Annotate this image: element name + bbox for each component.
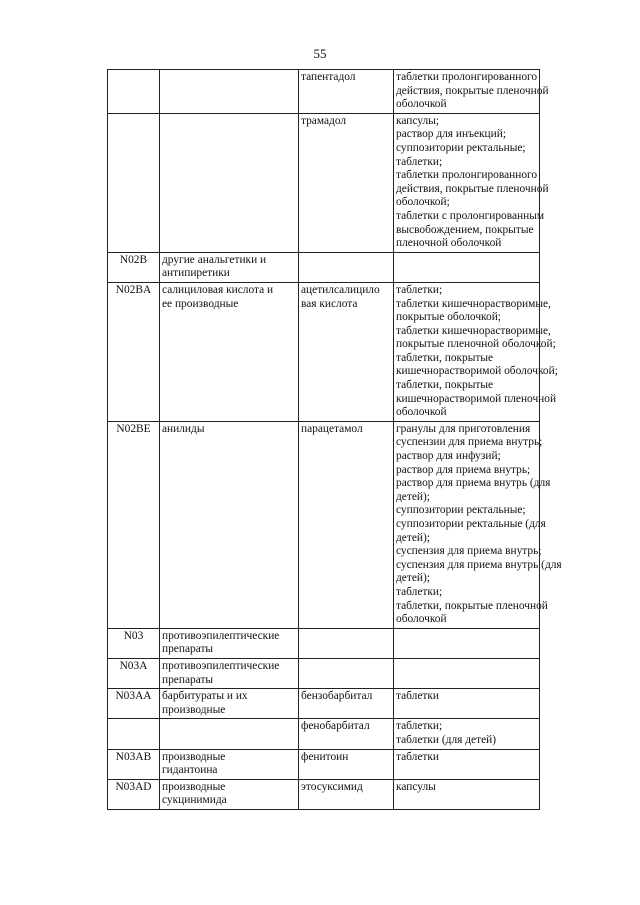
cell-text-line: таблетки; [396, 155, 443, 168]
cell-text-line: сукцинимида [162, 794, 227, 807]
cell-text-line: покрытые пленочной оболочкой; [396, 338, 556, 351]
cell-text-line: высвобождением, покрытые [396, 223, 534, 236]
group-name-cell [160, 779, 299, 809]
cell-text-line: противоэпилептические [162, 629, 280, 642]
drug-name-cell [299, 779, 394, 809]
cell-text-line: суппозитории ректальные; [396, 141, 526, 154]
cell-text-line: детей); [396, 531, 430, 544]
cell-text-line: оболочкой [396, 613, 447, 626]
dosage-forms-cell [394, 628, 540, 658]
table-row [108, 779, 540, 809]
cell-text-line: кишечнорастворимой пленочной [396, 392, 557, 405]
dosage-forms-cell [394, 70, 549, 114]
drug-name-cell [299, 658, 394, 688]
cell-text-line: салициловая кислота и [162, 283, 274, 296]
cell-text-line: тапентадол [301, 71, 356, 83]
table-row [108, 252, 540, 282]
group-name-cell [160, 282, 299, 421]
group-name-cell [160, 749, 299, 779]
group-name-cell [160, 628, 299, 658]
cell-text-line: таблетки; [396, 720, 443, 733]
group-name-cell [160, 719, 299, 749]
atc-code-cell: N02BE [108, 421, 160, 628]
cell-text-line: препараты [162, 673, 214, 686]
atc-code-cell [108, 70, 160, 114]
page-number: 55 [313, 46, 327, 61]
cell-text-line: оболочкой [396, 98, 447, 111]
table-row [108, 421, 540, 628]
cell-text-line: гидантоина [162, 764, 218, 777]
drug-name-cell [299, 628, 394, 658]
cell-text-line: таблетки кишечнорастворимые, [396, 324, 551, 337]
cell-text-line: капсулы [396, 780, 436, 793]
group-name-cell [160, 252, 299, 282]
cell-text-line: таблетки с пролонгированным [396, 209, 545, 222]
table-row [108, 113, 540, 252]
cell-text-line: таблетки; [396, 283, 443, 296]
cell-text-line: препараты [162, 643, 214, 656]
cell-text-line: таблетки (для детей) [396, 733, 497, 746]
atc-code-cell: N03 [108, 628, 160, 658]
cell-text-line: таблетки пролонгированного [396, 71, 538, 83]
cell-text-line: ацетилсалицило [301, 283, 380, 296]
cell-text-line: бензобарбитал [301, 690, 373, 703]
atc-code-cell [108, 719, 160, 749]
table-row [108, 70, 540, 114]
table-row [108, 628, 540, 658]
cell-text-line: покрытые оболочкой; [396, 311, 501, 324]
atc-code-cell: N02B [108, 252, 160, 282]
cell-text-line: пленочной оболочкой [396, 237, 502, 250]
cell-text-line: раствор для приема внутрь (для [396, 477, 551, 490]
dosage-forms-cell [394, 719, 540, 749]
table-row [108, 658, 540, 688]
drug-name-cell [299, 252, 394, 282]
atc-code-cell [108, 113, 160, 252]
cell-text-line: суппозитории ректальные; [396, 504, 526, 517]
cell-text-line: другие анальгетики и [162, 253, 267, 266]
drug-name-cell [299, 282, 394, 421]
cell-text-line: капсулы; [396, 114, 439, 127]
dosage-forms-cell [394, 779, 540, 809]
cell-text-line: барбитураты и их [162, 690, 248, 703]
cell-text-line: анилиды [162, 422, 205, 435]
dosage-forms-cell [394, 658, 540, 688]
cell-text-line: кишечнорастворимой оболочкой; [396, 365, 558, 378]
dosage-forms-cell [394, 252, 540, 282]
group-name-cell [160, 658, 299, 688]
cell-text-line: антипиретики [162, 267, 230, 280]
drug-name-cell [299, 421, 394, 628]
cell-text-line: таблетки, покрытые пленочной [396, 599, 548, 612]
cell-text-line: таблетки, покрытые [396, 379, 494, 392]
cell-text-line: таблетки кишечнорастворимые, [396, 297, 551, 310]
cell-text-line: действия, покрытые пленочной [396, 182, 549, 195]
drug-name-cell [299, 719, 394, 749]
drug-name-cell [299, 689, 394, 719]
cell-text-line: производные [162, 780, 226, 793]
atc-code-cell: N02BA [108, 282, 160, 421]
cell-text-line: таблетки [396, 690, 440, 703]
table-row [108, 689, 540, 719]
cell-text-line: суспензия для приема внутрь; [396, 545, 542, 558]
group-name-cell [160, 70, 299, 114]
dosage-forms-cell [394, 282, 558, 421]
table-body [108, 70, 562, 810]
cell-text-line: ее производные [162, 297, 239, 310]
cell-text-line: трамадол [301, 114, 347, 127]
cell-text-line: детей); [396, 572, 430, 585]
table-row [108, 749, 540, 779]
cell-text-line: противоэпилептические [162, 659, 280, 672]
cell-text-line: этосуксимид [301, 780, 363, 793]
cell-text-line: парацетамол [301, 422, 363, 435]
cell-text-line: раствор для инъекций; [396, 128, 507, 141]
dosage-forms-cell [394, 749, 540, 779]
group-name-cell [160, 113, 299, 252]
cell-text-line: суспензия для приема внутрь (для [396, 558, 562, 571]
cell-text-line: раствор для приема внутрь; [396, 463, 531, 476]
cell-text-line: вая кислота [301, 297, 358, 310]
drug-name-cell [299, 70, 394, 114]
drug-name-cell [299, 113, 394, 252]
cell-text-line: гранулы для приготовления [396, 422, 531, 435]
cell-text-line: таблетки [396, 750, 440, 763]
cell-text-line: действия, покрытые пленочной [396, 84, 549, 97]
dosage-forms-cell [394, 113, 549, 252]
group-name-cell [160, 421, 299, 628]
cell-text-line: суппозитории ректальные (для [396, 518, 546, 530]
group-name-cell [160, 689, 299, 719]
cell-text-line: таблетки, покрытые [396, 351, 494, 364]
cell-text-line: оболочкой; [396, 196, 450, 209]
cell-text-line: оболочкой [396, 406, 447, 419]
drug-table [107, 69, 562, 810]
cell-text-line: фенитоин [301, 750, 349, 763]
atc-code-cell: N03AD [108, 779, 160, 809]
cell-text-line: суспензии для приема внутрь; [396, 436, 543, 449]
cell-text-line: фенобарбитал [301, 720, 370, 733]
drug-name-cell [299, 749, 394, 779]
dosage-forms-cell [394, 421, 562, 628]
table-row [108, 719, 540, 749]
cell-text-line: таблетки пролонгированного [396, 169, 538, 182]
cell-text-line: раствор для инфузий; [396, 450, 501, 463]
cell-text-line: производные [162, 703, 226, 716]
atc-code-cell: N03A [108, 658, 160, 688]
cell-text-line: таблетки; [396, 585, 443, 598]
cell-text-line: производные [162, 750, 226, 763]
table-row [108, 282, 540, 421]
cell-text-line: детей); [396, 490, 430, 503]
atc-code-cell: N03AB [108, 749, 160, 779]
dosage-forms-cell [394, 689, 540, 719]
atc-code-cell: N03AA [108, 689, 160, 719]
